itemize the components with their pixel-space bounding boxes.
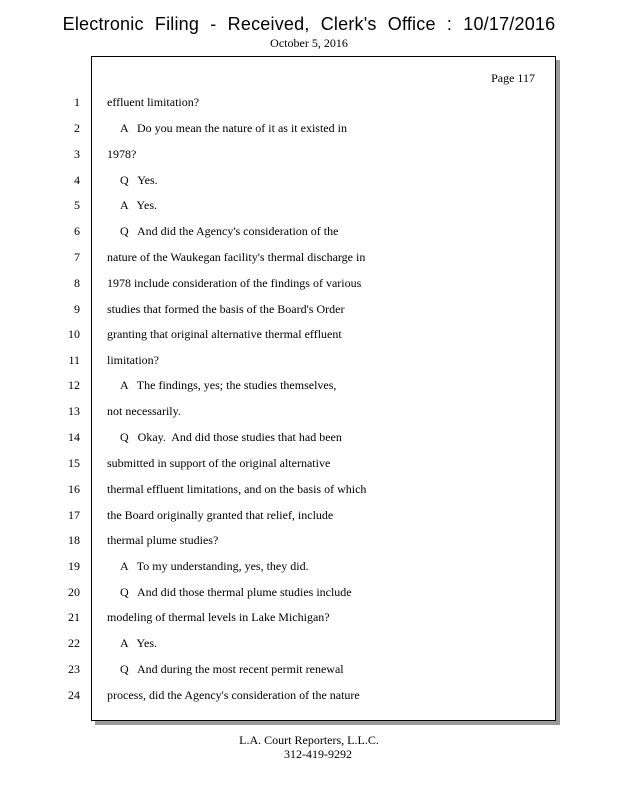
line-number: 15 (68, 456, 80, 470)
line-number: 1 (74, 95, 80, 109)
transcript-line: Q Yes. (120, 173, 158, 187)
line-number: 22 (68, 636, 80, 650)
filing-stamp: Electronic Filing - Received, Clerk's Office : 10/17/2016 (62, 14, 556, 34)
transcript-line: submitted in support of the original alternative (107, 456, 331, 470)
page-number: Page 117 (491, 71, 535, 85)
line-number: 18 (68, 533, 80, 547)
transcript-line: Q Okay. And did those studies that had been (120, 430, 342, 444)
line-number: 23 (68, 662, 80, 676)
line-number: 21 (68, 610, 80, 624)
line-number: 8 (74, 276, 80, 290)
line-number: 14 (68, 430, 80, 444)
transcript-line: A Yes. (120, 636, 158, 650)
transcript-line: 1978? (107, 147, 137, 161)
transcript-line: studies that formed the basis of the Board's Order (107, 302, 345, 316)
line-number: 10 (68, 327, 80, 341)
transcript-line: thermal plume studies? (107, 533, 219, 547)
line-number: 4 (74, 173, 80, 187)
transcript-line: modeling of thermal levels in Lake Michigan? (107, 610, 330, 624)
line-number: 7 (74, 250, 80, 264)
line-number: 13 (68, 404, 80, 418)
transcript-line: limitation? (107, 353, 159, 367)
line-number: 5 (74, 198, 80, 212)
line-number: 12 (68, 378, 80, 392)
transcript-line: A The findings, yes; the studies themselves, (120, 378, 337, 392)
line-number: 17 (68, 508, 80, 522)
transcript-line: not necessarily. (107, 404, 181, 418)
line-number: 11 (68, 353, 80, 367)
footer-company: L.A. Court Reporters, L.L.C. (239, 733, 379, 747)
line-number: 2 (74, 121, 80, 135)
line-number: 20 (68, 585, 80, 599)
transcript-line: Q And during the most recent permit renewal (120, 662, 344, 676)
transcript-line: granting that original alternative thermal effluent (107, 327, 342, 341)
transcript-line: A Do you mean the nature of it as it existed in (120, 121, 347, 135)
transcript-line: A Yes. (120, 198, 158, 212)
transcript-line: Q And did those thermal plume studies include (120, 585, 352, 599)
transcript-line: process, did the Agency's consideration of the nature (107, 688, 360, 702)
transcript-line: effluent limitation? (107, 95, 200, 109)
line-number: 19 (68, 559, 80, 573)
line-number: 24 (68, 688, 80, 702)
line-number: 9 (74, 302, 80, 316)
hearing-date: October 5, 2016 (270, 36, 348, 50)
transcript-line: 1978 include consideration of the findings of various (107, 276, 362, 290)
transcript-line: nature of the Waukegan facility's thermal discharge in (107, 250, 366, 264)
transcript-line: Q And did the Agency's consideration of the (120, 224, 339, 238)
transcript-line: the Board originally granted that relief, include (107, 508, 334, 522)
transcript-line: thermal effluent limitations, and on the basis of which (107, 482, 367, 496)
footer-phone: 312-419-9292 (284, 747, 352, 761)
line-number: 16 (68, 482, 80, 496)
transcript-line: A To my understanding, yes, they did. (120, 559, 309, 573)
line-number: 6 (74, 224, 80, 238)
line-number: 3 (74, 147, 80, 161)
